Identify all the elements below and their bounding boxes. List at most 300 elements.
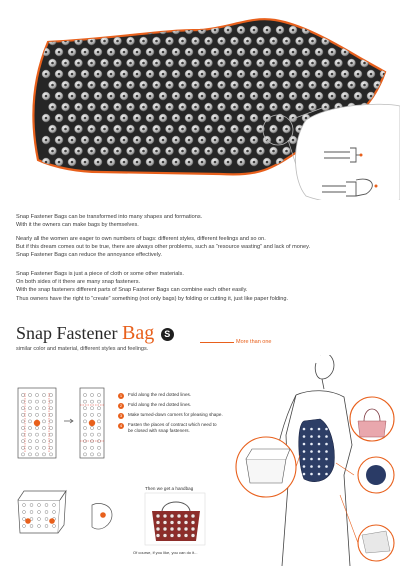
snap-sheet-illustration: [0, 0, 400, 200]
snap-fastener-icon: [350, 40, 353, 43]
snap-fastener-icon: [81, 26, 89, 34]
accent-divider: [200, 342, 234, 343]
snap-fastener-icon: [303, 443, 306, 446]
snap-fastener-icon: [303, 465, 306, 468]
snap-fastener-icon: [253, 51, 256, 54]
snap-fastener-icon: [21, 420, 24, 423]
snap-fastener-icon: [149, 139, 152, 142]
snap-fastener-icon: [64, 106, 67, 109]
snap-fastener-icon: [168, 40, 171, 43]
snap-fastener-icon: [227, 95, 230, 98]
snap-fastener-icon: [272, 106, 275, 109]
snap-fastener-icon: [21, 426, 24, 429]
snap-fastener-icon: [325, 473, 328, 476]
snap-fastener-icon: [84, 29, 87, 32]
snap-fastener-icon: [162, 51, 165, 54]
problem-paragraph: Nearly all the women are eager to own numbers of bags: different styles, different feelings and so on. But if this dream comes out to be true, there are always other problems, such as “resource wasting” and lack of money. Snap Fastener Bags can reduce the annoyance effectively.: [16, 236, 311, 259]
snap-fastener-icon: [318, 458, 321, 461]
snap-fastener-icon: [28, 446, 31, 449]
snap-fastener-icon: [191, 514, 195, 518]
snap-fastener-icon: [303, 428, 306, 431]
snap-fastener-icon: [325, 450, 328, 453]
snap-fastener-icon: [38, 511, 41, 514]
snap-fastener-icon: [201, 95, 204, 98]
snap-fastener-icon: [175, 95, 178, 98]
folding-diagrams: [0, 355, 400, 566]
snap-fastener-icon: [318, 450, 321, 453]
snap-fastener-icon: [97, 29, 100, 32]
snap-fastener-icon: [170, 534, 174, 538]
snap-fastener-icon: [259, 62, 262, 65]
snap-fastener-icon: [90, 62, 93, 65]
snap-fastener-icon: [310, 435, 313, 438]
snap-fastener-icon: [380, 48, 388, 56]
snap-fastener-icon: [51, 128, 54, 131]
snap-fastener-icon: [386, 81, 394, 89]
snap-fastener-icon: [68, 26, 76, 34]
snap-fastener-icon: [97, 446, 100, 449]
snap-fastener-icon: [49, 420, 52, 423]
snap-fastener-icon: [318, 473, 321, 476]
snap-fastener-icon: [246, 84, 249, 87]
snap-fastener-icon: [28, 413, 31, 416]
snap-fastener-icon: [188, 95, 191, 98]
snap-fastener-icon: [285, 150, 288, 153]
snap-fastener-icon: [240, 117, 243, 120]
snap-fastener-icon: [21, 400, 24, 403]
snap-fastener-icon: [97, 420, 100, 423]
snap-fastener-icon: [177, 514, 181, 518]
snap-fastener-icon: [279, 51, 282, 54]
snap-fastener-icon: [370, 95, 373, 98]
snap-fastener-icon: [285, 128, 288, 131]
snap-fastener-icon: [155, 40, 158, 43]
snap-fastener-icon: [97, 453, 100, 456]
snap-fastener-icon: [155, 62, 158, 65]
snap-fastener-icon: [233, 150, 236, 153]
snap-fastener-icon: [90, 413, 93, 416]
snap-fastener-icon: [77, 62, 80, 65]
snap-fastener-icon: [110, 95, 113, 98]
snap-fastener-icon: [110, 29, 113, 32]
snap-fastener-icon: [227, 117, 230, 120]
snap-fastener-icon: [129, 84, 132, 87]
snap-fastener-icon: [84, 73, 87, 76]
snap-fastener-icon: [97, 161, 100, 164]
snap-fastener-icon: [303, 473, 306, 476]
snap-fastener-icon: [103, 84, 106, 87]
snap-fastener-icon: [84, 51, 87, 54]
snap-fastener-icon: [207, 40, 210, 43]
snap-fastener-icon: [310, 443, 313, 446]
snap-fastener-icon: [71, 117, 74, 120]
snap-fastener-icon: [191, 521, 195, 525]
snap-fastener-icon: [71, 139, 74, 142]
snap-fastener-icon: [64, 84, 67, 87]
snap-fastener-icon: [97, 95, 100, 98]
snap-fastener-icon: [367, 48, 375, 56]
snap-fastener-icon: [58, 95, 61, 98]
snap-fastener-icon: [292, 139, 295, 142]
snap-fastener-icon: [318, 51, 321, 54]
snap-fastener-icon: [58, 139, 61, 142]
snap-fastener-icon: [220, 40, 223, 43]
snap-fastener-icon: [163, 514, 167, 518]
snap-fastener-icon: [162, 117, 165, 120]
snap-fastener-icon: [298, 62, 301, 65]
snap-fastener-icon: [97, 393, 100, 396]
snap-fastener-icon: [272, 62, 275, 65]
snap-fastener-icon: [42, 420, 45, 423]
snap-fastener-icon: [194, 62, 197, 65]
snap-fastener-icon: [162, 73, 165, 76]
snap-fastener-icon: [292, 161, 295, 164]
snap-fastener-icon: [181, 128, 184, 131]
snap-fastener-icon: [318, 435, 321, 438]
snap-fastener-icon: [42, 400, 45, 403]
snap-fastener-icon: [227, 139, 230, 142]
snap-fastener-icon: [42, 413, 45, 416]
snap-fastener-icon: [214, 29, 217, 32]
snap-fastener-icon: [376, 62, 379, 65]
snap-fastener-icon: [168, 150, 171, 153]
snap-fastener-icon: [90, 446, 93, 449]
snap-fastener-icon: [35, 407, 38, 410]
snap-fastener-icon: [344, 29, 347, 32]
snap-fastener-icon: [292, 95, 295, 98]
snap-fastener-icon: [177, 527, 181, 531]
snap-fastener-icon: [325, 465, 328, 468]
snap-fastener-icon: [116, 40, 119, 43]
snap-fastener-icon: [90, 84, 93, 87]
snap-fastener-icon: [337, 62, 340, 65]
snap-fastener-icon: [253, 95, 256, 98]
snap-fastener-icon: [168, 106, 171, 109]
snap-fastener-icon: [194, 128, 197, 131]
snap-fastener-icon: [259, 128, 262, 131]
snap-fastener-icon: [181, 84, 184, 87]
snap-fastener-icon: [240, 95, 243, 98]
snap-fastener-icon: [389, 84, 392, 87]
snap-fastener-icon: [181, 40, 184, 43]
snap-fastener-icon: [373, 37, 381, 45]
snap-fastener-icon: [331, 73, 334, 76]
closing-caption: Of course, if you like, you can do it...: [133, 550, 198, 555]
snap-fastener-icon: [253, 139, 256, 142]
snap-fastener-icon: [380, 26, 388, 34]
snap-fastener-icon: [84, 139, 87, 142]
snap-fastener-icon: [71, 51, 74, 54]
snap-fastener-icon: [42, 393, 45, 396]
snap-fastener-icon: [279, 73, 282, 76]
snap-fastener-icon: [83, 453, 86, 456]
snap-fastener-icon: [233, 62, 236, 65]
snap-fastener-icon: [175, 51, 178, 54]
snap-fastener-icon: [21, 413, 24, 416]
snap-fastener-icon: [42, 433, 45, 436]
snap-fastener-icon: [168, 84, 171, 87]
snap-fastener-icon: [103, 62, 106, 65]
snap-fastener-icon: [337, 84, 340, 87]
snap-fastener-icon: [325, 458, 328, 461]
s-badge-icon: S: [161, 328, 174, 341]
snap-fastener-icon: [28, 393, 31, 396]
snap-fastener-icon: [58, 51, 61, 54]
snap-fastener-icon: [331, 29, 334, 32]
snap-fastener-icon: [28, 453, 31, 456]
snap-fastener-icon: [207, 128, 210, 131]
snap-fastener-icon: [168, 62, 171, 65]
snap-fastener-icon: [45, 73, 48, 76]
snap-fastener-icon: [194, 150, 197, 153]
snap-fastener-icon: [23, 504, 26, 507]
snap-fastener-icon: [357, 73, 360, 76]
snap-fastener-icon: [311, 62, 314, 65]
snap-fastener-icon: [90, 150, 93, 153]
snap-fastener-icon: [90, 393, 93, 396]
snap-fastener-icon: [149, 95, 152, 98]
step-2-marker: [89, 420, 95, 426]
snap-fastener-icon: [129, 128, 132, 131]
snap-fastener-icon: [45, 161, 48, 164]
snap-fastener-icon: [35, 433, 38, 436]
snap-fastener-icon: [116, 106, 119, 109]
snap-fastener-icon: [58, 161, 61, 164]
snap-fastener-icon: [246, 40, 249, 43]
snap-fastener-icon: [220, 150, 223, 153]
snap-fastener-icon: [188, 161, 191, 164]
snap-fastener-icon: [266, 95, 269, 98]
snap-fastener-icon: [77, 150, 80, 153]
snap-fastener-icon: [370, 29, 373, 32]
snap-fastener-icon: [191, 534, 195, 538]
snap-fastener-icon: [51, 106, 54, 109]
snap-fastener-icon: [142, 84, 145, 87]
snap-fastener-icon: [318, 428, 321, 431]
snap-fastener-icon: [129, 106, 132, 109]
snap-fastener-icon: [110, 51, 113, 54]
snap-fastener-icon: [49, 400, 52, 403]
snap-fastener-icon: [279, 117, 282, 120]
snap-fastener-icon: [175, 139, 178, 142]
snap-fastener-icon: [259, 150, 262, 153]
snap-fastener-icon: [123, 51, 126, 54]
snap-fastener-icon: [51, 62, 54, 65]
snap-fastener-icon: [194, 40, 197, 43]
snap-fastener-icon: [116, 150, 119, 153]
snap-fastener-icon: [318, 73, 321, 76]
snap-fastener-icon: [77, 128, 80, 131]
snap-fastener-icon: [49, 413, 52, 416]
snap-fastener-icon: [90, 106, 93, 109]
snap-fastener-icon: [383, 29, 386, 32]
snap-fastener-icon: [285, 106, 288, 109]
snap-fastener-icon: [42, 407, 45, 410]
snap-fastener-icon: [168, 128, 171, 131]
snap-fastener-icon: [21, 446, 24, 449]
snap-fastener-icon: [175, 73, 178, 76]
snap-fastener-icon: [285, 40, 288, 43]
snap-fastener-icon: [233, 106, 236, 109]
snap-fastener-icon: [272, 150, 275, 153]
snap-fastener-icon: [45, 95, 48, 98]
subtitle: similar color and material, different styles and feelings.: [16, 346, 149, 352]
snap-fastener-icon: [97, 426, 100, 429]
snap-fastener-icon: [305, 95, 308, 98]
snap-fastener-icon: [84, 161, 87, 164]
snap-fastener-icon: [97, 400, 100, 403]
snap-fastener-icon: [214, 117, 217, 120]
snap-fastener-icon: [142, 62, 145, 65]
snap-fastener-icon: [177, 521, 181, 525]
snap-fastener-icon: [253, 29, 256, 32]
snap-fastener-icon: [116, 84, 119, 87]
snap-fastener-icon: [305, 117, 308, 120]
snap-fastener-icon: [28, 433, 31, 436]
snap-fastener-icon: [266, 51, 269, 54]
snap-fastener-icon: [110, 73, 113, 76]
snap-fastener-icon: [272, 40, 275, 43]
snap-fastener-icon: [35, 426, 38, 429]
snap-fastener-icon: [279, 29, 282, 32]
snap-fastener-icon: [318, 95, 321, 98]
snap-fastener-icon: [149, 73, 152, 76]
snap-fastener-icon: [341, 26, 349, 34]
snap-fastener-icon: [266, 161, 269, 164]
snap-fastener-icon: [370, 51, 373, 54]
snap-fastener-icon: [129, 150, 132, 153]
snap-fastener-icon: [110, 161, 113, 164]
snap-fastener-icon: [149, 51, 152, 54]
snap-fastener-icon: [207, 62, 210, 65]
snap-fastener-icon: [357, 95, 360, 98]
snap-fastener-icon: [64, 62, 67, 65]
snap-fastener-icon: [227, 51, 230, 54]
snap-fastener-icon: [214, 73, 217, 76]
snap-fastener-icon: [311, 84, 314, 87]
snap-fastener-icon: [389, 40, 392, 43]
snap-fastener-icon: [83, 400, 86, 403]
snap-fastener-icon: [201, 51, 204, 54]
snap-fastener-icon: [162, 161, 165, 164]
snap-fastener-icon: [42, 440, 45, 443]
snap-fastener-icon: [201, 161, 204, 164]
snap-fastener-icon: [163, 534, 167, 538]
snap-fastener-icon: [83, 426, 86, 429]
snap-fastener-icon: [191, 527, 195, 531]
snap-fastener-icon: [376, 84, 379, 87]
snap-fastener-icon: [30, 511, 33, 514]
snap-fastener-icon: [240, 51, 243, 54]
snap-fastener-icon: [163, 521, 167, 525]
snap-fastener-icon: [77, 84, 80, 87]
snap-fastener-icon: [21, 393, 24, 396]
snap-fastener-icon: [214, 95, 217, 98]
snap-fastener-icon: [227, 29, 230, 32]
snap-fastener-icon: [107, 26, 115, 34]
snap-fastener-icon: [156, 521, 160, 525]
snap-fastener-icon: [324, 84, 327, 87]
snap-fastener-icon: [53, 525, 56, 528]
snap-fastener-icon: [227, 73, 230, 76]
snap-fastener-icon: [328, 26, 336, 34]
snap-fastener-icon: [83, 413, 86, 416]
snap-fastener-icon: [227, 161, 230, 164]
snap-fastener-icon: [233, 40, 236, 43]
snap-fastener-icon: [120, 26, 128, 34]
snap-fastener-icon: [84, 117, 87, 120]
snap-fastener-icon: [184, 514, 188, 518]
snap-fastener-icon: [389, 62, 392, 65]
snap-fastener-icon: [45, 504, 48, 507]
snap-fastener-icon: [23, 511, 26, 514]
snap-fastener-icon: [344, 73, 347, 76]
snap-fastener-icon: [45, 511, 48, 514]
snap-fastener-icon: [354, 26, 362, 34]
snap-fastener-icon: [331, 95, 334, 98]
snap-fastener-icon: [136, 29, 139, 32]
material-paragraph: Snap Fastener Bags is just a piece of cloth or some other materials. On both sides of it there are many snap fasteners. With the snap fasteners different parts of Snap Fastener Bags can combine each other easily. Thus owners have the right to “create” something (not only bags) by folding or cutting it, just like paper folding.: [16, 271, 289, 302]
snap-fastener-icon: [220, 106, 223, 109]
snap-fastener-icon: [51, 150, 54, 153]
snap-fastener-icon: [292, 73, 295, 76]
snap-fastener-icon: [142, 128, 145, 131]
snap-fastener-icon: [240, 161, 243, 164]
snap-fastener-icon: [136, 51, 139, 54]
snap-fastener-icon: [136, 73, 139, 76]
snap-fastener-icon: [83, 393, 86, 396]
snap-fastener-icon: [103, 106, 106, 109]
intro-paragraph: Snap Fastener Bags can be transformed into many shapes and formations. With it the owners can make bags by themselves.: [16, 214, 203, 229]
snap-fastener-icon: [155, 106, 158, 109]
snap-fastener-icon: [64, 128, 67, 131]
snap-fastener-icon: [357, 51, 360, 54]
snap-fastener-icon: [35, 446, 38, 449]
snap-fastener-icon: [298, 106, 301, 109]
snap-fastener-icon: [292, 29, 295, 32]
snap-fastener-icon: [181, 62, 184, 65]
snap-fastener-icon: [77, 106, 80, 109]
snap-fastener-icon: [214, 161, 217, 164]
snap-fastener-icon: [259, 106, 262, 109]
snap-fastener-icon: [123, 95, 126, 98]
snap-fastener-icon: [266, 29, 269, 32]
snap-fastener-icon: [383, 95, 386, 98]
snap-fastener-icon: [214, 139, 217, 142]
snap-fastener-icon: [42, 453, 45, 456]
snap-fastener-icon: [35, 440, 38, 443]
snap-fastener-icon: [246, 62, 249, 65]
snap-fastener-icon: [246, 150, 249, 153]
snap-fastener-icon: [149, 161, 152, 164]
snap-fastener-icon: [350, 84, 353, 87]
snap-fastener-icon: [129, 62, 132, 65]
snap-fastener-icon: [35, 453, 38, 456]
snap-fastener-icon: [310, 450, 313, 453]
snap-fastener-icon: [49, 407, 52, 410]
snap-fastener-icon: [142, 150, 145, 153]
snap-fastener-icon: [337, 40, 340, 43]
snap-fastener-icon: [318, 465, 321, 468]
snap-fastener-icon: [97, 73, 100, 76]
snap-fastener-icon: [360, 37, 368, 45]
snap-fastener-icon: [21, 433, 24, 436]
snap-fastener-icon: [347, 37, 355, 45]
snap-fastener-icon: [318, 29, 321, 32]
snap-fastener-icon: [90, 453, 93, 456]
snap-fastener-icon: [184, 527, 188, 531]
snap-fastener-icon: [149, 117, 152, 120]
